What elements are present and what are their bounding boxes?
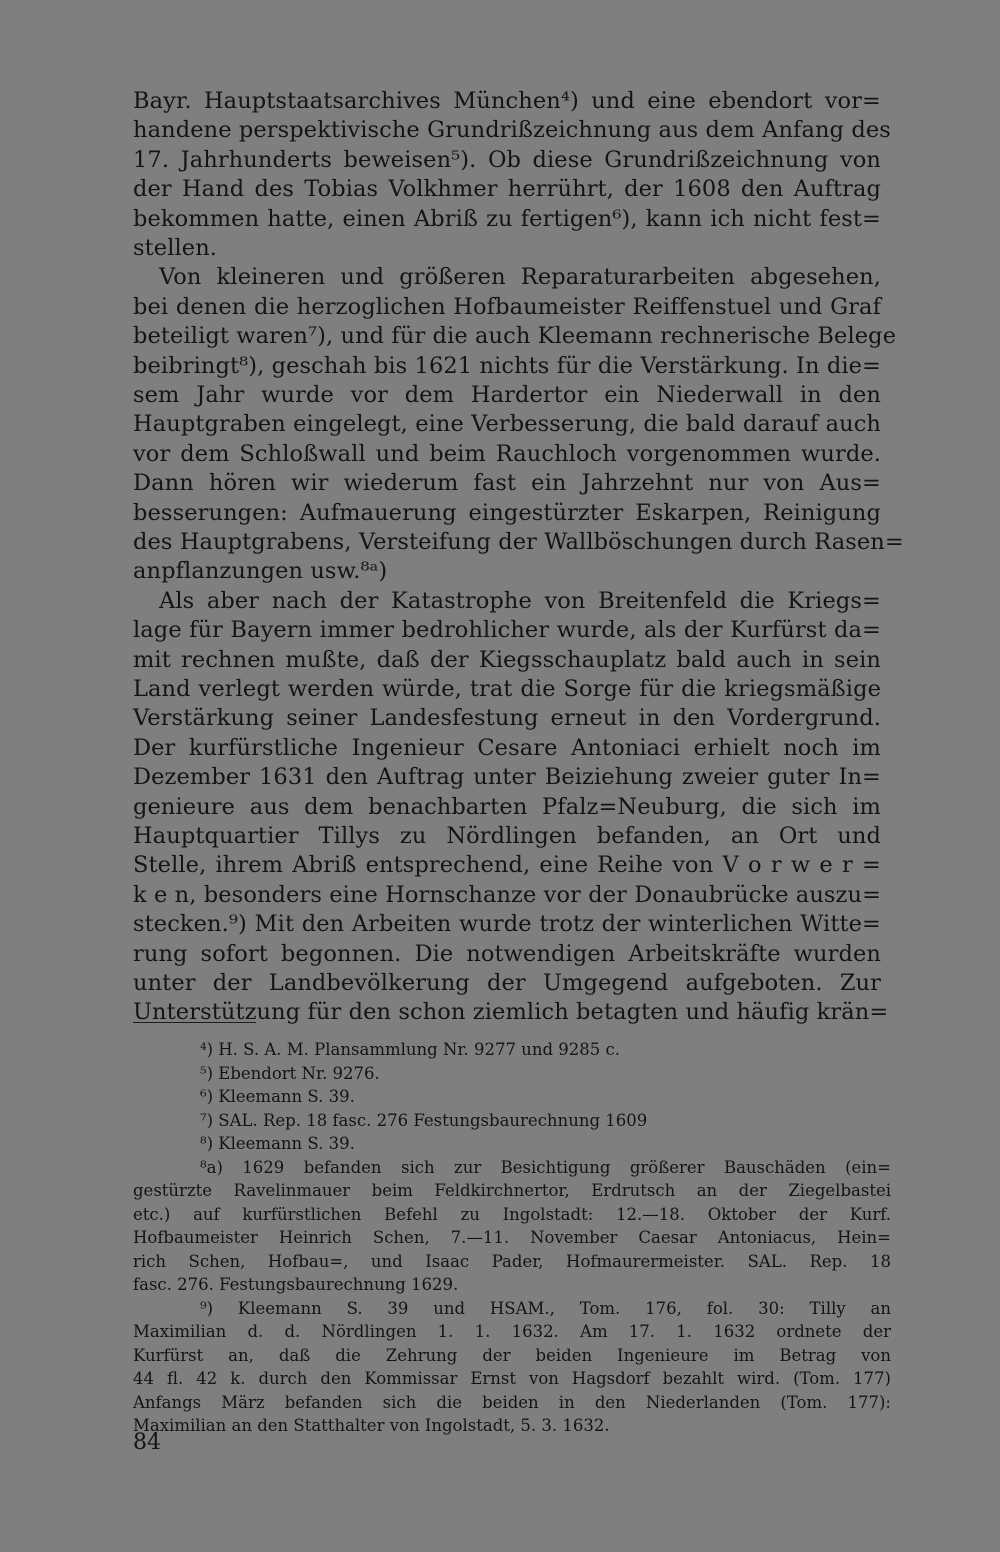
text-line: stellen.	[133, 235, 218, 261]
footnote-line: ⁷) SAL. Rep. 18 fasc. 276 Festungsbaurechnung 1609	[200, 1110, 648, 1130]
text-line: k e n, besonders eine Hornschanze vor der Donaubrücke auszu=	[133, 881, 882, 908]
text-line: Von kleineren und größeren Reparaturarbeiten abgesehen,	[159, 264, 881, 291]
text-line: des Hauptgrabens, Versteifung der Wallböschungen durch Rasen=	[133, 529, 904, 555]
footnote-separator	[133, 1022, 256, 1023]
page-number: 84	[133, 1430, 161, 1455]
text-line: der Hand des Tobias Volkhmer herrührt, der 1608 den Auftrag	[133, 176, 881, 203]
text-line: Stelle, ihrem Abriß entsprechend, eine Reihe von V o r w e r =	[133, 852, 881, 879]
text-line: Land verlegt werden würde, trat die Sorge für die kriegsmäßige	[133, 676, 881, 702]
footnote-line: fasc. 276. Festungsbaurechnung 1629.	[133, 1275, 459, 1294]
footnote-line: ⁶) Kleemann S. 39.	[200, 1087, 355, 1106]
text-line: mit rechnen mußte, daß der Kiegsschauplatz bald auch in sein	[133, 646, 881, 673]
text-line: Dann hören wir wiederum fast ein Jahrzehnt nur von Aus=	[133, 470, 881, 497]
footnote-line: etc.) auf kurfürstlichen Befehl zu Ingolstadt: 12.—18. Oktober der Kurf.	[133, 1204, 891, 1224]
footnote-line: ⁸) Kleemann S. 39.	[200, 1134, 355, 1153]
footnote-line: rich Schen, Hofbau=, und Isaac Pader, Hofmaurermeister. SAL. Rep. 18	[133, 1251, 891, 1271]
text-line: beteiligt waren⁷), und für die auch Kleemann rechnerische Belege	[133, 323, 897, 350]
text-line: vor dem Schloßwall und beim Rauchloch vorgenommen wurde.	[133, 440, 881, 467]
text-line: stecken.⁹) Mit den Arbeiten wurde trotz der winterlichen Witte=	[133, 911, 881, 938]
text-line: Hauptquartier Tillys zu Nördlingen befanden, an Ort und	[133, 823, 881, 849]
text-line: handene perspektivische Grundrißzeichnung aus dem Anfang des	[133, 117, 891, 144]
text-line: sem Jahr wurde vor dem Hardertor ein Niederwall in den	[133, 382, 881, 408]
footnote-line: Anfangs März befanden sich die beiden in den Niederlanden (Tom. 177):	[133, 1392, 891, 1412]
footnote-line: gestürzte Ravelinmauer beim Feldkirchnertor, Erdrutsch an der Ziegelbastei	[133, 1181, 891, 1200]
text-line: Hauptgraben eingelegt, eine Verbesserung, die bald darauf auch	[133, 411, 881, 438]
text-line: rung sofort begonnen. Die notwendigen Arbeitskräfte wurden	[133, 940, 881, 967]
text-line: besserungen: Aufmauerung eingestürzter Eskarpen, Reinigung	[133, 499, 881, 526]
footnote-line: ⁹) Kleemann S. 39 und HSAM., Tom. 176, fol. 30: Tilly an	[200, 1298, 891, 1318]
footnote-line: Kurfürst an, daß die Zehrung der beiden Ingenieure im Betrag von	[133, 1345, 891, 1365]
text-line: Bayr. Hauptstaatsarchives München⁴) und eine ebendort vor=	[133, 88, 881, 114]
text-line: anpflanzungen usw.⁸ᵃ)	[133, 558, 388, 585]
text-line: lage für Bayern immer bedrohlicher wurde, als der Kurfürst da=	[133, 617, 881, 644]
footnote-line: Hofbaumeister Heinrich Schen, 7.—11. November Caesar Antoniacus, Hein=	[133, 1228, 891, 1247]
text-line: bekommen hatte, einen Abriß zu fertigen⁶), kann ich nicht fest=	[133, 205, 881, 232]
footnote-line: 44 fl. 42 k. durch den Kommissar Ernst von Hagsdorf bezahlt wird. (Tom. 177)	[133, 1369, 891, 1388]
footnote-line: Maximilian d. d. Nördlingen 1. 1. 1632. Am 17. 1. 1632 ordnete der	[133, 1322, 891, 1341]
text-line: Unterstützung für den schon ziemlich betagten und häufig krän=	[133, 999, 889, 1026]
footnote-line: Maximilian an den Statthalter von Ingolstadt, 5. 3. 1632.	[133, 1416, 610, 1435]
text-line: bei denen die herzoglichen Hofbaumeister Reiffenstuel und Graf	[133, 293, 881, 320]
footnote-line: ⁴) H. S. A. M. Plansammlung Nr. 9277 und 9285 c.	[200, 1040, 620, 1059]
text-line: Der kurfürstliche Ingenieur Cesare Antoniaci erhielt noch im	[133, 734, 881, 761]
text-line: beibringt⁸), geschah bis 1621 nichts für die Verstärkung. In die=	[133, 352, 881, 379]
text-line: Als aber nach der Katastrophe von Breitenfeld die Kriegs=	[159, 587, 881, 614]
text-line: 17. Jahrhunderts beweisen⁵). Ob diese Grundrißzeichnung von	[133, 146, 881, 173]
text-line: genieure aus dem benachbarten Pfalz=Neuburg, die sich im	[133, 793, 881, 820]
text-line: Verstärkung seiner Landesfestung erneut in den Vordergrund.	[133, 705, 881, 732]
text-line: unter der Landbevölkerung der Umgegend aufgeboten. Zur	[133, 970, 881, 996]
footnote-line: ⁸a) 1629 befanden sich zur Besichtigung größerer Bauschäden (ein=	[200, 1157, 891, 1177]
footnote-line: ⁵) Ebendort Nr. 9276.	[200, 1063, 380, 1083]
text-line: Dezember 1631 den Auftrag unter Beiziehung zweier guter In=	[133, 764, 881, 791]
